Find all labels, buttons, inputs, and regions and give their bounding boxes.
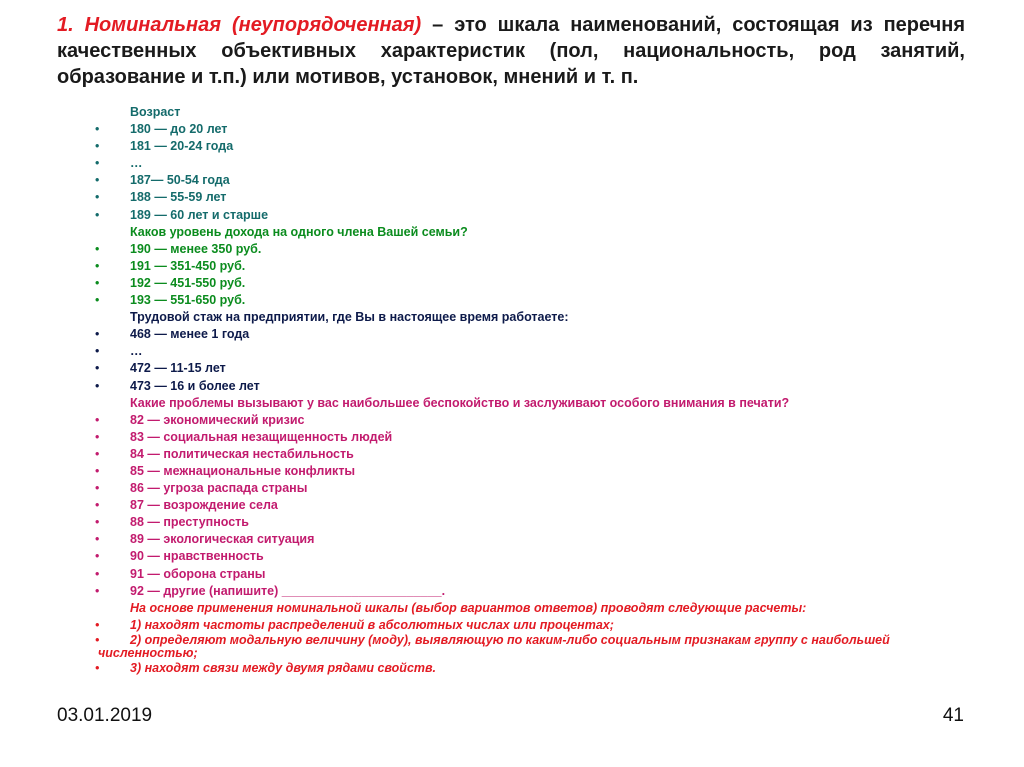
list-item xyxy=(95,121,925,138)
list-item-text: 91 — оборона страны xyxy=(130,566,266,581)
list-item xyxy=(95,531,925,548)
list-item xyxy=(95,566,925,583)
list-item-text: 3) находят связи между двумя рядами свойств. xyxy=(130,660,437,675)
list-item-text: 92 — другие (напишите) _______________________. xyxy=(130,583,446,598)
bullet-icon: • xyxy=(95,241,100,256)
list-item xyxy=(95,326,925,343)
list-item xyxy=(95,412,925,429)
list-item-text: 190 — менее 350 руб. xyxy=(130,241,262,256)
list-item-text: Каков уровень дохода на одного члена Вашей семьи? xyxy=(130,224,468,239)
list-item xyxy=(95,446,925,463)
bullet-icon: • xyxy=(95,429,100,444)
list-item xyxy=(95,138,925,155)
list-item-text: 180 — до 20 лет xyxy=(130,122,228,137)
section-label xyxy=(95,224,925,241)
list-item-text: 188 — 55-59 лет xyxy=(130,190,227,205)
bullet-icon: • xyxy=(95,361,100,376)
list-item xyxy=(95,292,925,309)
list-item xyxy=(95,155,925,172)
list-item-text: Трудовой стаж на предприятии, где Вы в настоящее время работаете: xyxy=(130,310,569,325)
list-item-text: … xyxy=(130,344,143,359)
list-item xyxy=(95,241,925,258)
list-item-text: 90 — нравственность xyxy=(130,549,264,564)
list-item-text: 189 — 60 лет и старше xyxy=(130,207,269,222)
list-item xyxy=(95,207,925,224)
bullet-icon: • xyxy=(95,327,100,342)
bullet-icon: • xyxy=(95,156,100,171)
bullet-icon: • xyxy=(95,632,100,647)
bullet-icon: • xyxy=(95,139,100,154)
bullet-icon: • xyxy=(95,173,100,188)
list-item-text: 181 — 20-24 года xyxy=(130,139,234,154)
list-item xyxy=(95,548,925,565)
bullet-icon: • xyxy=(95,498,100,513)
list-item-text: На основе применения номинальной шкалы (выбор вариантов ответов) проводят следующие расчеты: xyxy=(130,600,807,615)
list-item xyxy=(95,617,925,634)
bullet-icon: • xyxy=(95,446,100,461)
section-label xyxy=(95,104,925,121)
list-item xyxy=(95,463,925,480)
bullet-icon: • xyxy=(95,207,100,222)
list-item xyxy=(95,660,925,677)
bullet-icon: • xyxy=(95,549,100,564)
list-item-text: 193 — 551-650 руб. xyxy=(130,293,246,308)
bullet-icon: • xyxy=(95,463,100,478)
list-item xyxy=(95,429,925,446)
bullet-list xyxy=(95,104,925,677)
footer-date: 03.01.2019 xyxy=(57,705,153,726)
list-item-text: 187— 50-54 года xyxy=(130,173,230,188)
bullet-icon: • xyxy=(95,344,100,359)
bullet-icon: • xyxy=(95,515,100,530)
list-item xyxy=(95,514,925,531)
list-item xyxy=(95,583,925,600)
list-item xyxy=(95,497,925,514)
list-item xyxy=(95,258,925,275)
list-item-text: Какие проблемы вызывают у вас наибольшее беспокойство и заслуживают особого внимания в печати? xyxy=(130,395,790,410)
section-label xyxy=(95,395,925,412)
list-item-text: Возраст xyxy=(130,105,181,119)
list-item xyxy=(95,275,925,292)
bullet-icon: • xyxy=(95,378,100,393)
bullet-icon: • xyxy=(95,566,100,581)
heading-dash: – xyxy=(421,14,455,36)
section-label xyxy=(95,600,925,617)
list-item-text: 83 — социальная незащищенность людей xyxy=(130,429,393,444)
list-item-text: 472 — 11-15 лет xyxy=(130,361,226,376)
bullet-icon: • xyxy=(95,660,100,675)
list-item xyxy=(95,378,925,395)
section-label xyxy=(95,309,925,326)
bullet-icon: • xyxy=(95,190,100,205)
list-item-text: 192 — 451-550 руб. xyxy=(130,275,246,290)
slide-heading xyxy=(57,12,965,90)
list-item xyxy=(95,360,925,377)
list-item-text: 85 — межнациональные конфликты xyxy=(130,463,356,478)
list-item-text: 89 — экологическая ситуация xyxy=(130,532,315,547)
list-item-text: 84 — политическая нестабильность xyxy=(130,446,354,461)
list-item xyxy=(95,634,925,660)
list-item-text: 2) определяют модальную величину (моду), выявляющую по каким-либо социальным признакам группу с наибольшей численностью; xyxy=(98,632,890,660)
bullet-icon: • xyxy=(95,532,100,547)
bullet-icon: • xyxy=(95,122,100,137)
list-item-text: 86 — угроза распада страны xyxy=(130,481,308,496)
list-item-text: 1) находят частоты распределений в абсолютных числах или процентах; xyxy=(130,617,614,632)
page-number: 41 xyxy=(942,705,964,726)
list-item xyxy=(95,343,925,360)
bullet-icon: • xyxy=(95,617,100,632)
bullet-icon: • xyxy=(95,412,100,427)
list-item-text: 88 — преступность xyxy=(130,515,249,530)
list-item-text: 87 — возрождение села xyxy=(130,498,278,513)
list-item-text: 473 — 16 и более лет xyxy=(130,378,260,393)
bullet-icon: • xyxy=(95,258,100,273)
list-item-text: 468 — менее 1 года xyxy=(130,327,250,342)
heading-term: 1. Номинальная (неупорядоченная) xyxy=(57,14,422,36)
list-item xyxy=(95,480,925,497)
list-item-text: 191 — 351-450 руб. xyxy=(130,258,246,273)
bullet-icon: • xyxy=(95,583,100,598)
bullet-icon: • xyxy=(95,481,100,496)
list-item xyxy=(95,172,925,189)
bullet-icon: • xyxy=(95,275,100,290)
bullet-icon: • xyxy=(95,293,100,308)
list-item-text: 82 — экономический кризис xyxy=(130,412,305,427)
list-item xyxy=(95,189,925,206)
list-item-text: … xyxy=(130,156,143,171)
heading-definition: это шкала наименований, состоящая из перечня качественных объективных характеристик (пол, национальность, род занятий, образование и т.п.) или мотивов, установок, мнений и т. п. xyxy=(57,14,965,88)
